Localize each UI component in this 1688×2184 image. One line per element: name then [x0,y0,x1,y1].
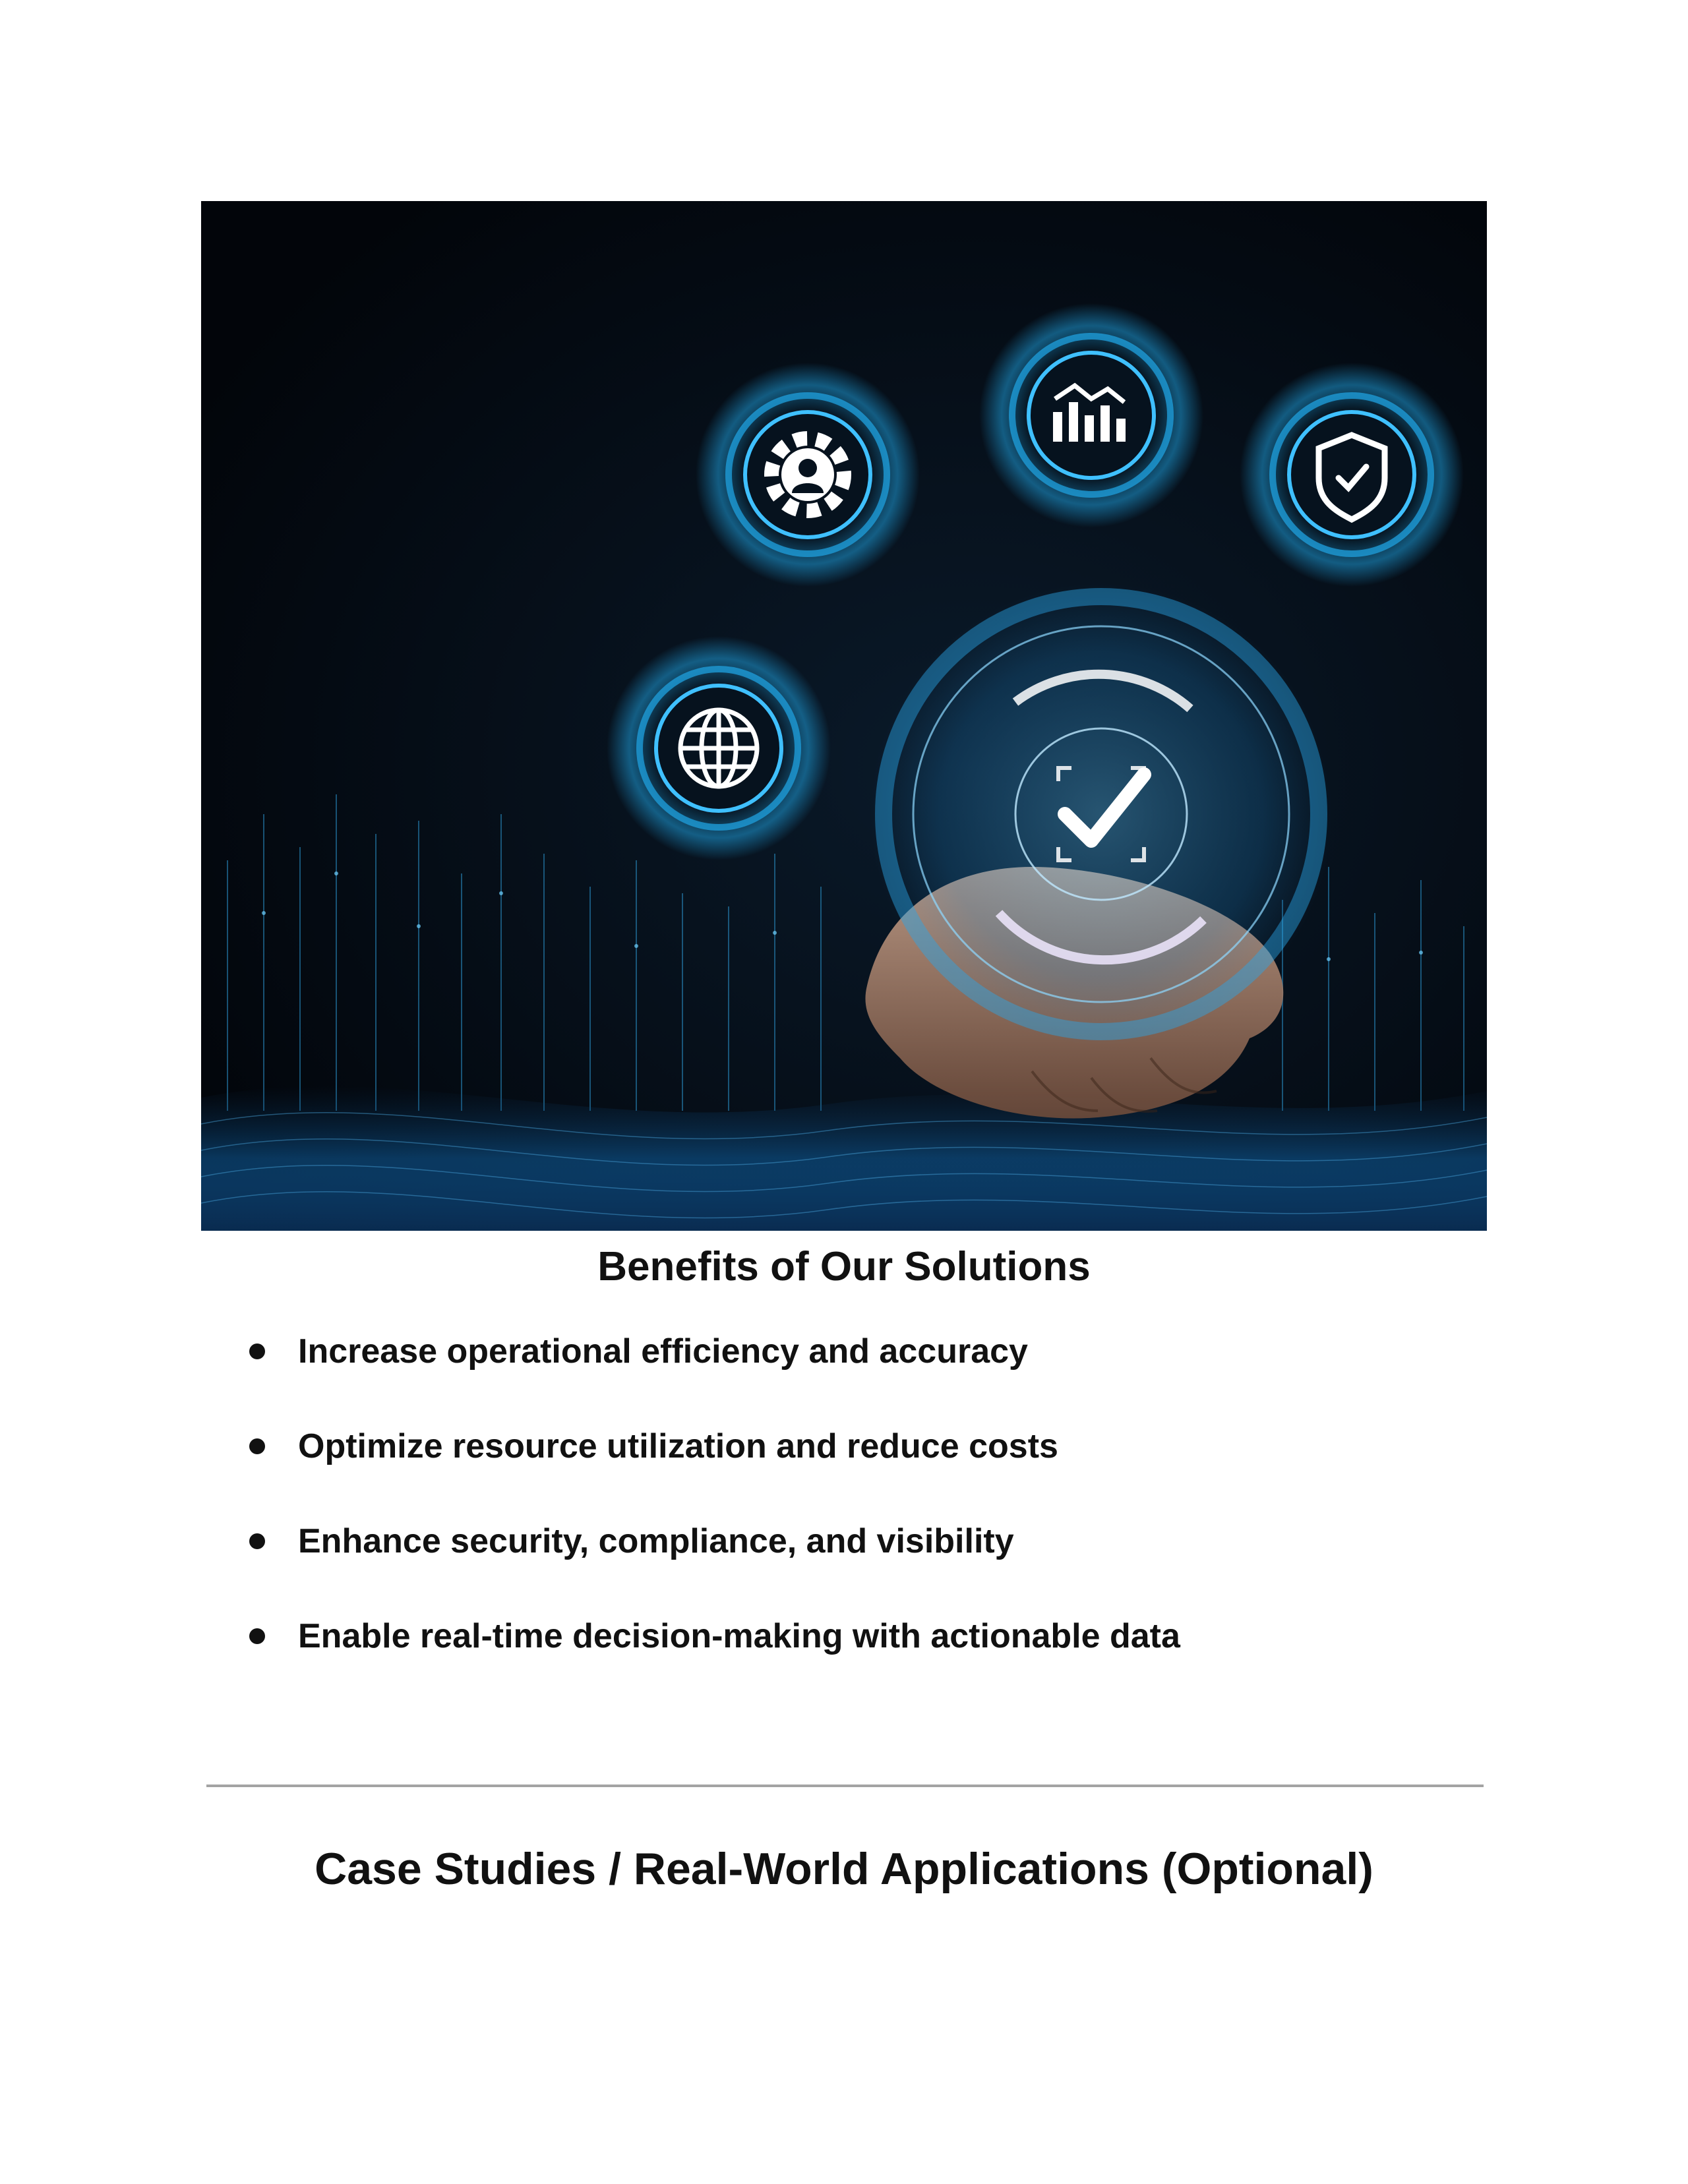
benefit-item [244,1520,1180,1615]
bullet-icon [249,1343,265,1359]
gear-person-icon [696,363,920,587]
bullet-icon [249,1628,265,1644]
bullet-icon [249,1533,265,1549]
benefit-text: Increase operational efficiency and accuracy [298,1332,1028,1371]
globe-icon [607,636,831,860]
benefit-item [244,1615,1180,1710]
benefit-text: Enable real-time decision-making with actionable data [298,1617,1180,1655]
case-studies-title: Case Studies / Real-World Applications (Optional) [315,1844,1373,1894]
horizontal-divider [206,1785,1484,1787]
benefits-list [244,1330,1180,1710]
benefit-text: Optimize resource utilization and reduce costs [298,1427,1058,1465]
shield-check-icon [1240,363,1464,587]
bar-chart-icon [979,303,1203,527]
benefits-title: Benefits of Our Solutions [597,1244,1091,1289]
benefit-text: Enhance security, compliance, and visibility [298,1522,1014,1560]
benefit-item [244,1425,1180,1520]
bullet-icon [249,1438,265,1454]
hero-image [201,201,1487,1231]
benefit-item [244,1330,1180,1425]
